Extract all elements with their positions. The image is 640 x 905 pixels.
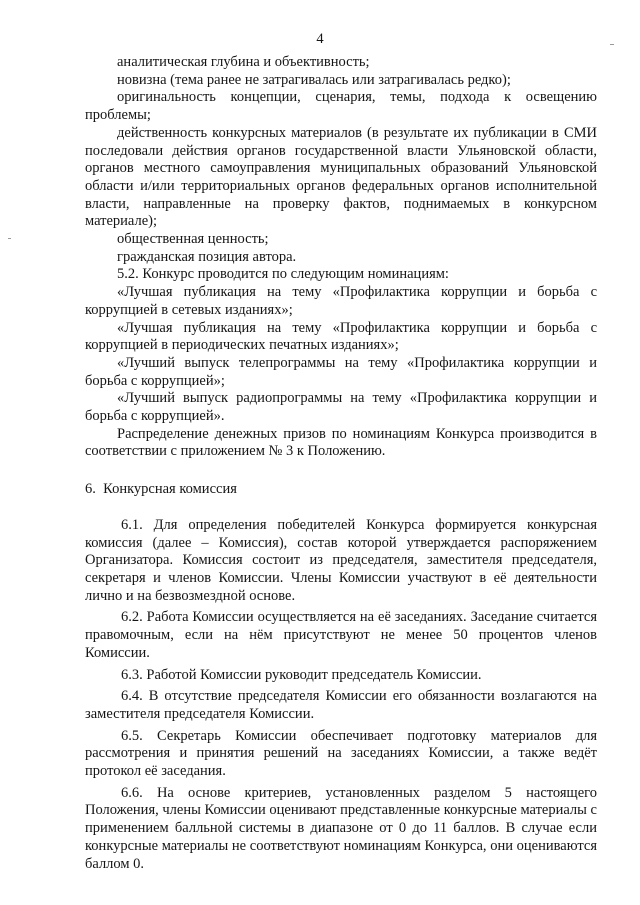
criterion-item: гражданская позиция автора. (117, 248, 297, 265)
document-body (85, 54, 597, 873)
commission-paragraph: 6.6. На основе критериев, установленных разделом 5 настоящего Положения, члены Комиссии оценивают представленные конкурсные материалы с применением балльной системы в диапазоне от 0 до 11 баллов. В случае если конкурсные материалы не соответствуют номинациям Конкурса, они оцениваются баллом 0. (85, 784, 597, 872)
commission-paragraph: 6.3. Работой Комиссии руководит председатель Комиссии. (121, 666, 482, 683)
commission-paragraph: 6.4. В отсутствие председателя Комиссии его обязанности возлагаются на заместителя председателя Комиссии. (85, 688, 597, 722)
criterion-item: общественная ценность; (117, 231, 269, 248)
scan-mark (610, 44, 614, 45)
criterion-item: аналитическая глубина и объективность; (117, 54, 370, 70)
criterion-item: оригинальность концепции, сценария, темы, подхода к освещению проблемы; (85, 89, 597, 124)
section-heading: 6. Конкурсная комиссия (85, 481, 237, 498)
nomination-item: «Лучший выпуск телепрограммы на тему «Профилактика коррупции и борьба с коррупцией»; (85, 354, 597, 389)
criterion-item: действенность конкурсных материалов (в результате их публикации в СМИ последовали действия органов государственной власти Ульяновской области, органов местного самоуправления муниципальных образований Ульяновской области и/или территориальных органов федеральных органов исполнительной власти, направленные на проверку фактов, поднимаемых в конкурсном материале); (85, 124, 597, 230)
nomination-item: «Лучшая публикация на тему «Профилактика коррупции и борьба с коррупцией в сетевых изданиях»; (85, 284, 597, 318)
criteria-list (85, 54, 597, 266)
commission-section (85, 517, 597, 873)
nominations-section (85, 266, 597, 461)
nomination-item: «Лучший выпуск радиопрограммы на тему «Профилактика коррупции и борьба с коррупцией». (85, 390, 597, 425)
commission-paragraph: 6.1. Для определения победителей Конкурса формируется конкурсная комиссия (далее – Комиссия), состав которой утверждается распоряжением Организатора. Комиссия состоит из председателя, заместителя председателя, секретаря и членов Комиссии. Члены Комиссии участвуют в её деятельности лично и на безвозмездной основе. (85, 516, 597, 604)
commission-paragraph: 6.2. Работа Комиссии осуществляется на её заседаниях. Заседание считается правомочным, если на нём присутствуют не менее 50 процентов членов Комиссии. (85, 609, 597, 661)
nominations-intro: 5.2. Конкурс проводится по следующим номинациям: (117, 266, 449, 283)
commission-paragraph: 6.5. Секретарь Комиссии обеспечивает подготовку материалов для рассмотрения и принятия решений на заседаниях Комиссии, а также ведёт протокол её заседания. (85, 727, 597, 780)
prizes-paragraph: Распределение денежных призов по номинациям Конкурса производится в соответствии с приложением № 3 к Положению. (85, 425, 597, 460)
scan-mark (8, 238, 11, 239)
nomination-item: «Лучшая публикация на тему «Профилактика коррупции и борьба с коррупцией в периодических печатных изданиях»; (85, 319, 597, 354)
criterion-item: новизна (тема ранее не затрагивалась или затрагивалась редко); (117, 71, 511, 88)
page-number: 4 (316, 31, 324, 47)
